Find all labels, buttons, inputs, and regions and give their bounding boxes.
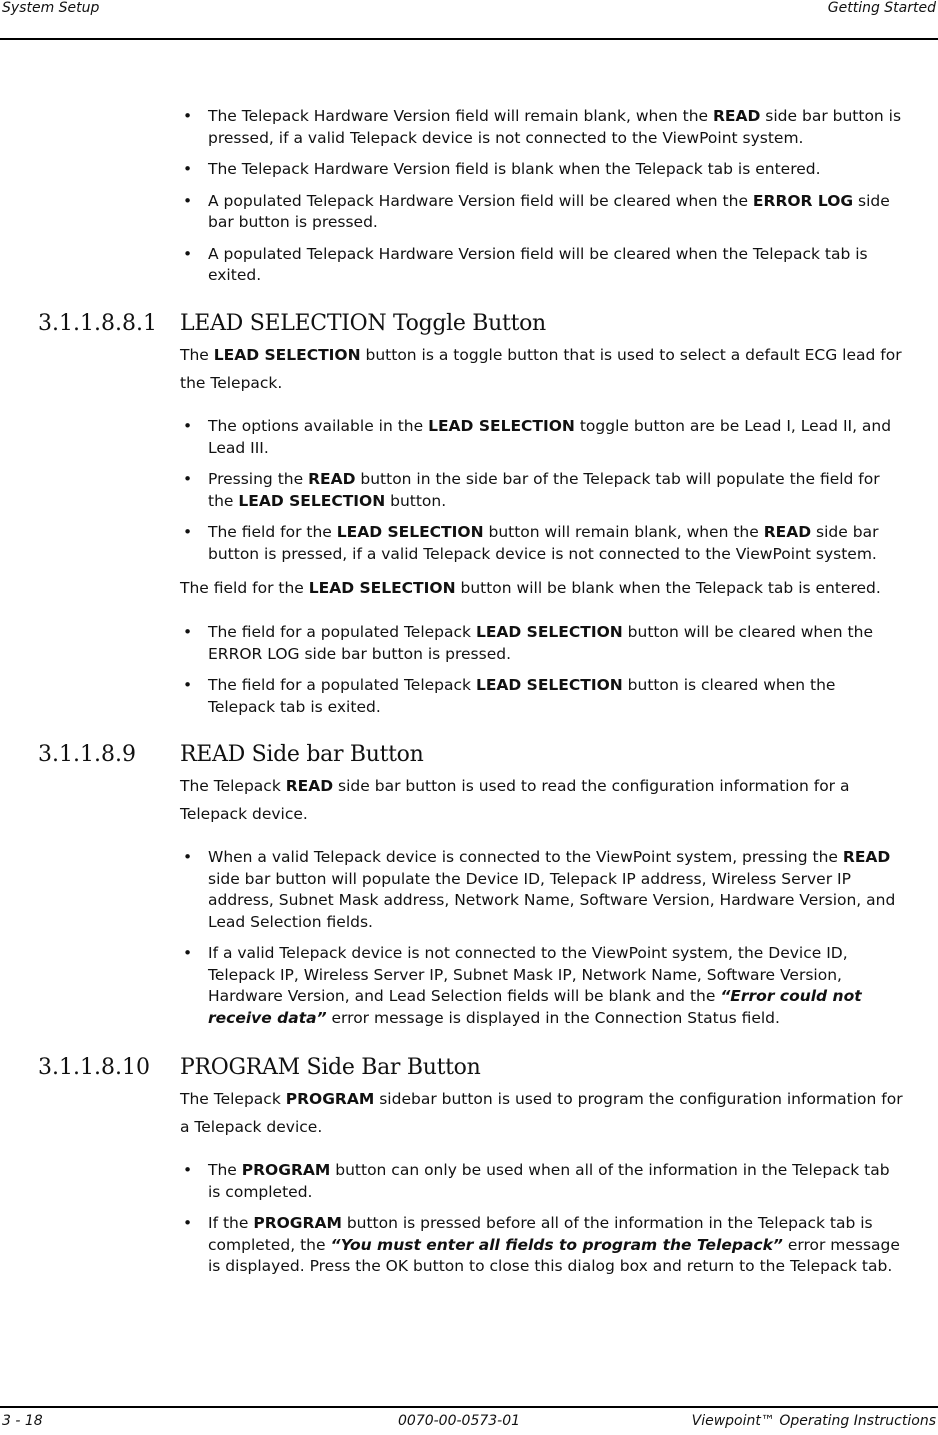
list-item: • A populated Telepack Hardware Version field will be cleared when the ERROR LOG side bar button is pressed. (183, 191, 903, 234)
footer-document-number: 0070-00-0573-01 (398, 1413, 521, 1429)
list-item: • A populated Telepack Hardware Version field will be cleared when the Telepack tab is exited. (183, 244, 903, 287)
footer-document-title: Viewpoint™ Operating Instructions (691, 1413, 936, 1429)
lead-selection-bullet-list-2 (183, 622, 903, 718)
list-item: • The field for a populated Telepack LEAD SELECTION button is cleared when the Telepack tab is exited. (183, 675, 903, 718)
section-title: LEAD SELECTION Toggle Button (180, 311, 546, 336)
list-item: • The PROGRAM button can only be used when all of the information in the Telepack tab is completed. (183, 1160, 903, 1203)
list-item: • The field for the LEAD SELECTION button will remain blank, when the READ side bar button is pressed, if a valid Telepack device is not connected to the ViewPoint system. (183, 522, 903, 565)
list-item: • The field for a populated Telepack LEAD SELECTION button will be cleared when the ERROR LOG side bar button is pressed. (183, 622, 903, 665)
list-item: • The Telepack Hardware Version field is blank when the Telepack tab is entered. (183, 159, 903, 181)
section-title: PROGRAM Side Bar Button (180, 1055, 481, 1080)
section-heading-lead-selection (38, 310, 908, 338)
section-intro-paragraph: The Telepack PROGRAM sidebar button is used to program the configuration information for a Telepack device. (180, 1090, 903, 1136)
header-chapter-title: Getting Started (827, 0, 936, 16)
list-item: • If the PROGRAM button is pressed before all of the information in the Telepack tab is completed, the “You must enter all fields to program the Telepack” error message is displayed. Press the OK button to close this dialog box and return to the Telepack tab. (183, 1213, 903, 1278)
list-item: • If a valid Telepack device is not connected to the ViewPoint system, the Device ID, Telepack IP, Wireless Server IP, Subnet Mask IP, Network Name, Software Version, Hardware Version, and Lead Selection fields will be blank and the “Error could not receive data” error message is displayed in the Connection Status field. (183, 943, 903, 1029)
section-title: READ Side bar Button (180, 742, 424, 767)
lead-selection-bullet-list (183, 416, 903, 565)
section-number: 3.1.1.8.8.1 (38, 311, 157, 336)
footer-rule (0, 1406, 938, 1408)
section-intro-paragraph: The LEAD SELECTION button is a toggle button that is used to select a default ECG lead for the Telepack. (180, 346, 902, 392)
section-heading-read (38, 741, 908, 769)
read-bullet-list (183, 847, 903, 1029)
program-bullet-list (183, 1160, 903, 1278)
section-number: 3.1.1.8.10 (38, 1055, 150, 1080)
list-item: • The options available in the LEAD SELECTION toggle button are be Lead I, Lead II, and Lead III. (183, 416, 903, 459)
lead-selection-paragraph: The field for the LEAD SELECTION button will be blank when the Telepack tab is entered. (180, 579, 881, 597)
section-intro-paragraph: The Telepack READ side bar button is used to read the configuration information for a Telepack device. (180, 777, 850, 823)
intro-bullet-list (183, 106, 903, 287)
list-item: • When a valid Telepack device is connected to the ViewPoint system, pressing the READ side bar button will populate the Device ID, Telepack IP address, Wireless Server IP address, Subnet Mask address, Network Name, Software Version, Hardware Version, and Lead Selection fields. (183, 847, 903, 933)
header-section-title: System Setup (2, 0, 100, 16)
footer-page-number: 3 - 18 (2, 1413, 43, 1429)
list-item: • The Telepack Hardware Version field will remain blank, when the READ side bar button is pressed, if a valid Telepack device is not connected to the ViewPoint system. (183, 106, 903, 149)
header-rule (0, 38, 938, 40)
list-item: • Pressing the READ button in the side bar of the Telepack tab will populate the field for the LEAD SELECTION button. (183, 469, 903, 512)
section-heading-program (38, 1054, 908, 1082)
section-number: 3.1.1.8.9 (38, 742, 136, 767)
